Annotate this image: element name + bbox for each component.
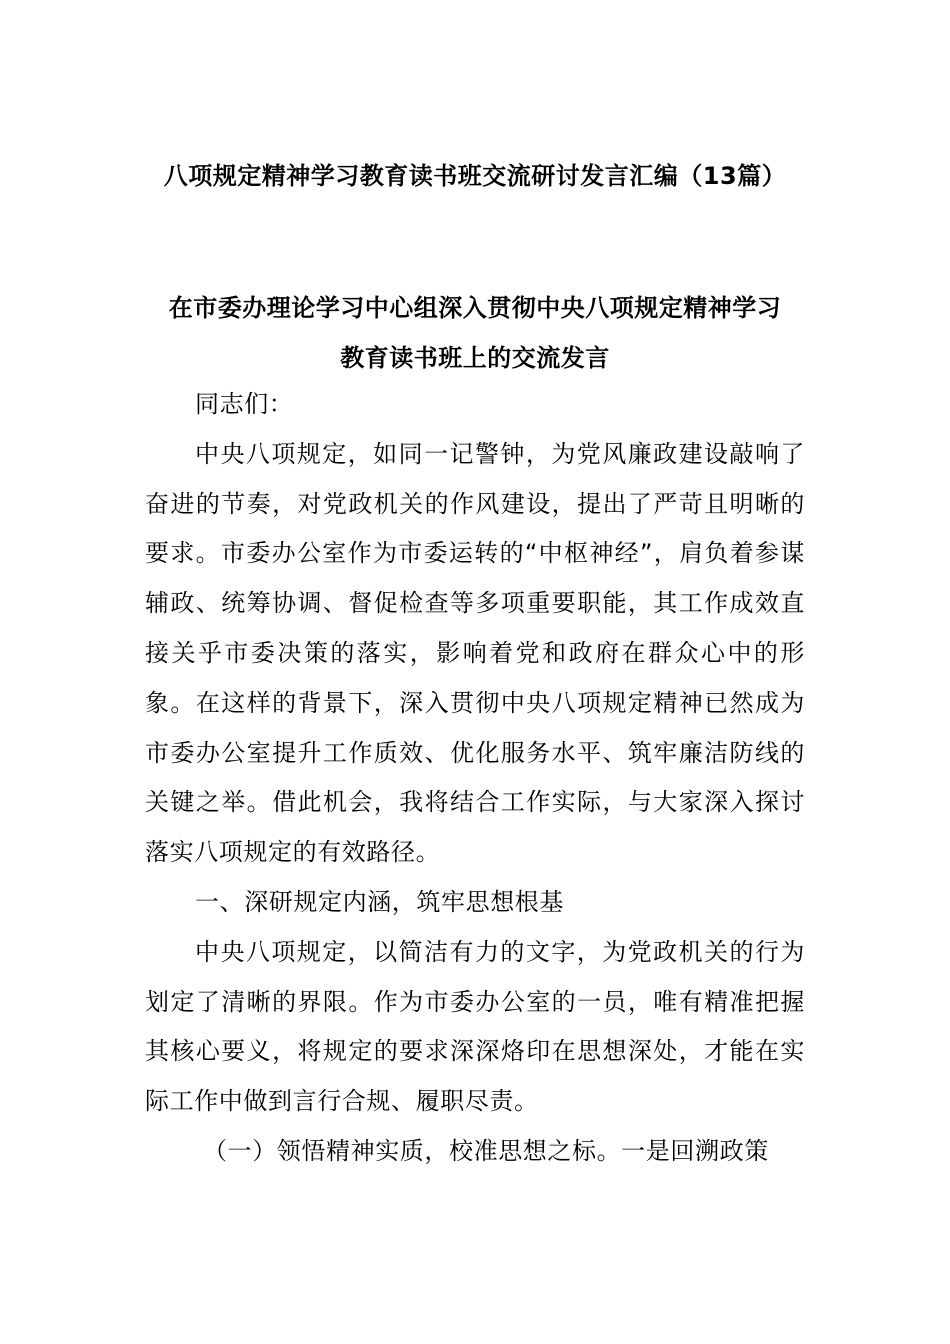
subsection-1-start: （一）领悟精神实质，校准思想之标。一是回溯政策: [203, 1136, 769, 1165]
body-text: [145, 380, 805, 1177]
speech-title: [145, 283, 805, 383]
paragraph-intro: 中央八项规定，如同一记警钟，为党风廉政建设敲响了奋进的节奏，对党政机关的作风建设，提出了严苛且明晰的要求。市委办公室作为市委运转的“中枢神经”，肩负着参谋辅政、统筹协调、督促检查等多项重要职能，其工作成效直接关乎市委决策的落实，影响着党和政府在群众心中的形象。在这样的背景下，深入贯彻中央八项规定精神已然成为市委办公室提升工作质效、优化服务水平、筑牢廉洁防线的关键之举。借此机会，我将结合工作实际，与大家深入探讨落实八项规定的有效路径。: [145, 439, 805, 867]
section-heading-1: 一、深研规定内涵，筑牢思想根基: [195, 887, 564, 916]
salutation: 同志们：: [195, 390, 294, 418]
paragraph-section-1: 中央八项规定，以简洁有力的文字，为党政机关的行为划定了清晰的界限。作为市委办公室的一员，唯有精准把握其核心要义，将规定的要求深深烙印在思想深处，才能在实际工作中做到言行合规、履职尽责。: [145, 937, 805, 1116]
speech-title-line-1: 在市委办理论学习中心组深入贯彻中央八项规定精神学习: [168, 294, 782, 322]
speech-title-line-2: 教育读书班上的交流发言: [340, 344, 610, 372]
collection-title: 八项规定精神学习教育读书班交流研讨发言汇编（13篇）: [163, 162, 787, 190]
